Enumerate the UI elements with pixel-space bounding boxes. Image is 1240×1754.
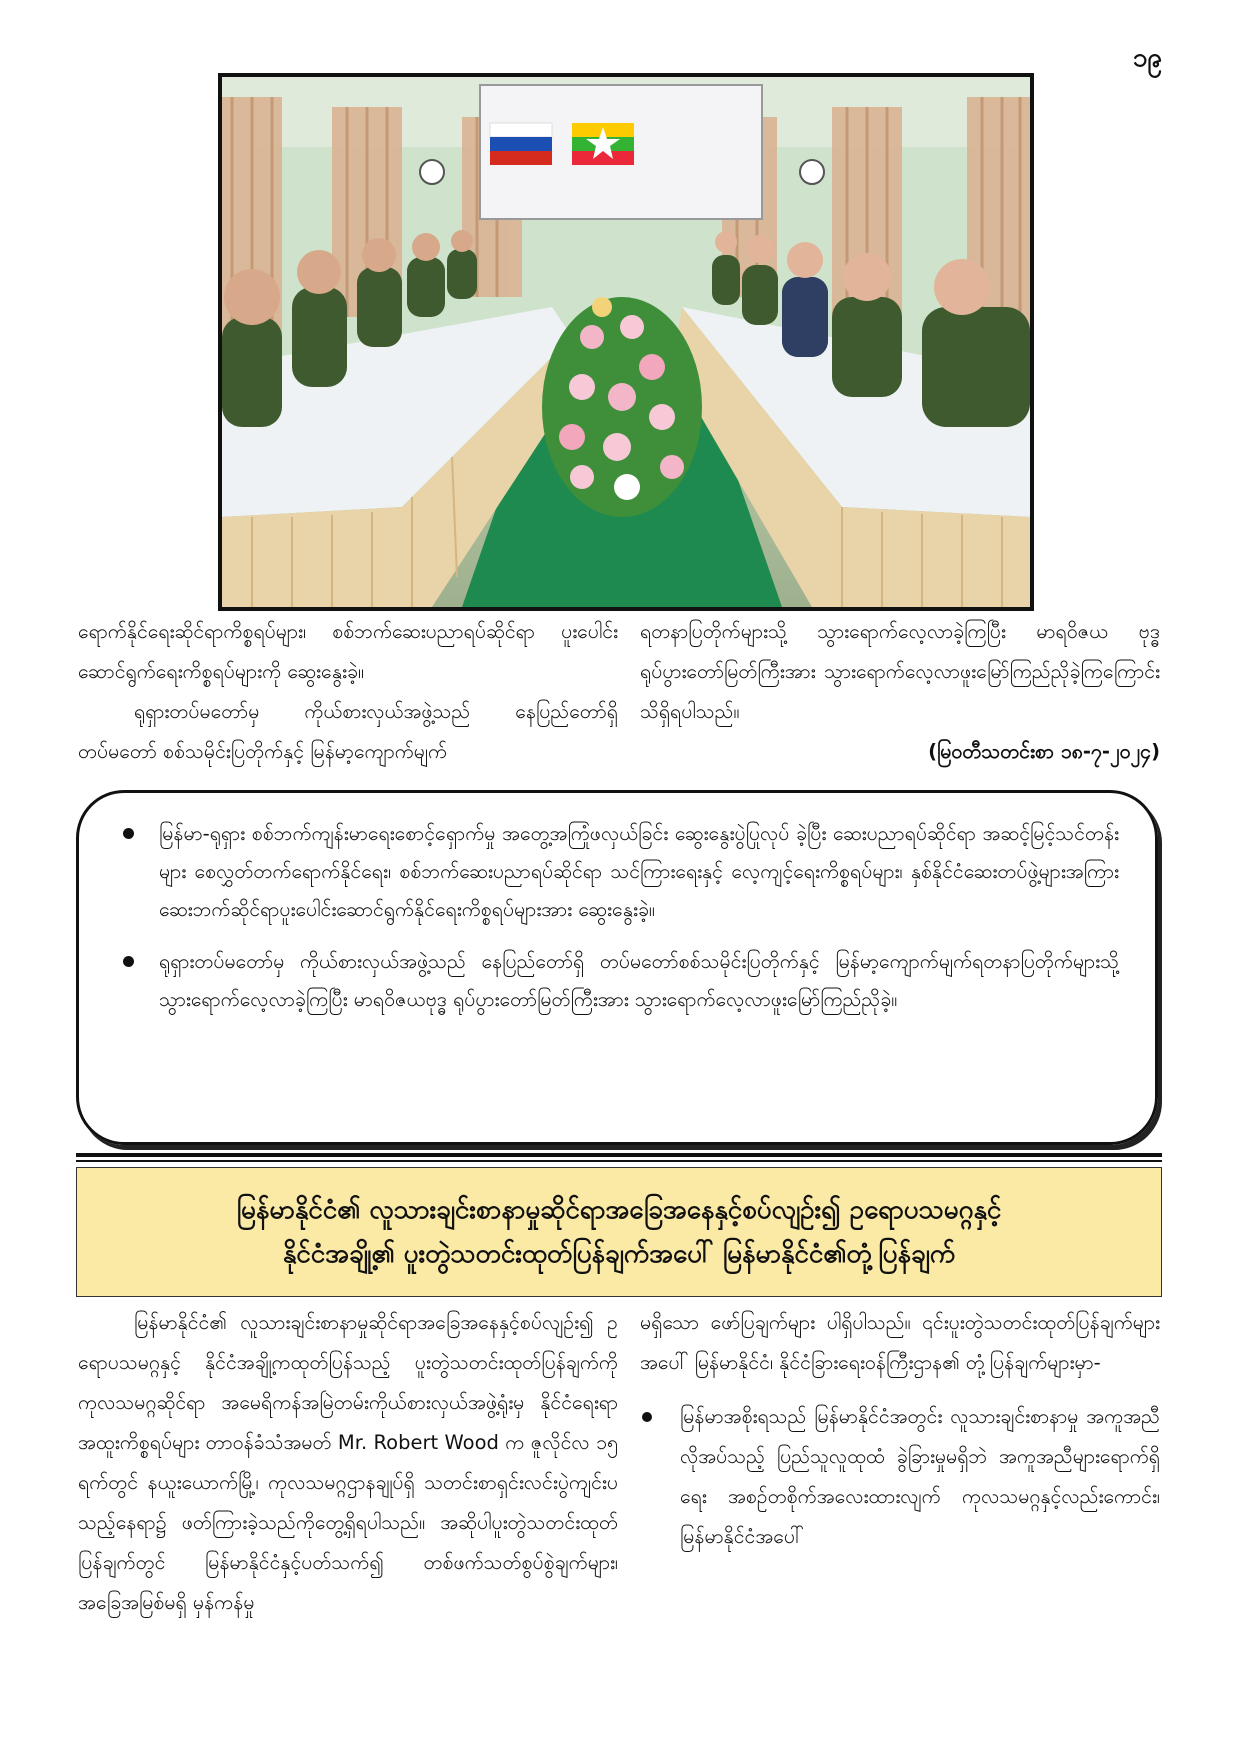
bullet-icon bbox=[123, 828, 134, 839]
top-article-left-paragraph-1: ရောက်နိုင်ရေးဆိုင်ရာကိစ္စရပ်များ၊ စစ်ဘက်ဆေးပညာရပ်ဆိုင်ရာ ပူးပေါင်းဆောင်ရွက်ရေးကိစ္စရပ်များကို ဆွေးနွေးခဲ့။ bbox=[78, 620, 618, 683]
source-citation: (မြဝတီသတင်းစာ ၁၈-၇-၂၀၂၄) bbox=[928, 740, 1160, 763]
summary-item bbox=[119, 943, 1119, 1019]
meeting-photo bbox=[218, 73, 1034, 611]
summary-item-text: ရုရှားတပ်မတော်မှ ကိုယ်စားလှယ်အဖွဲ့သည် နေပြည်တော်ရှိ တပ်မတော်စစ်သမိုင်းပြတိုက်နှင့် မြန်မာ့ကျောက်မျက်ရတနာပြတိုက်များသို့ သွားရောက်လေ့လာခဲ့ကြပြီး မာရဝိဇယဗုဒ္ဓ ရုပ်ပွားတော်မြတ်ကြီးအား သွားရောက်လေ့လာဖူးမြော်ကြည်ညိုခဲ့။ bbox=[159, 950, 1119, 1011]
top-article-left-paragraph-2: ရုရှားတပ်မတော်မှ ကိုယ်စားလှယ်အဖွဲ့သည် နေပြည်တော်ရှိ တပ်မတော် စစ်သမိုင်းပြတိုက်နှင့် မြန်မာ့ကျောက်မျက် bbox=[78, 700, 618, 763]
response-item-text: မြန်မာအစိုးရသည် မြန်မာနိုင်ငံအတွင်း လူသားချင်းစာနာမှု အကူအညီလိုအပ်သည့် ပြည်သူလူထုထံ ခွဲခြားမှုမရှိဘဲ အကူအညီများရောက်ရှိရေး အစဉ်တစိုက်အလေးထားလျက် ကုလသမဂ္ဂနှင့်လည်းကောင်း၊ မြန်မာနိုင်ငံအပေါ် bbox=[680, 1405, 1160, 1548]
summary-list bbox=[119, 815, 1119, 1019]
bullet-icon bbox=[123, 956, 134, 967]
section-divider-thin bbox=[76, 1160, 1162, 1162]
top-article-right-paragraph: ရတနာပြတိုက်များသို့ သွားရောက်လေ့လာခဲ့ကြပြီး မာရဝိဇယ ဗုဒ္ဓရုပ်ပွားတော်မြတ်ကြီးအား သွားရောက်လေ့လာဖူးမြော်ကြည်ညိုခဲ့ကြကြောင်း သိရှိရပါသည်။ bbox=[640, 620, 1160, 723]
top-article-right-column bbox=[640, 612, 1160, 772]
response-item bbox=[640, 1397, 1160, 1557]
article-headline bbox=[76, 1167, 1162, 1297]
meeting-photo-illustration bbox=[222, 77, 1030, 607]
page-number: ၁၉ bbox=[1132, 43, 1162, 73]
bottom-article-left-paragraph: မြန်မာနိုင်ငံ၏ လူသားချင်းစာနာမှုဆိုင်ရာအခြေအနေနှင့်စပ်လျဉ်း၍ ဥရောပသမဂ္ဂနှင့် နိုင်ငံအချို့ကထုတ်ပြန်သည့် ပူးတွဲသတင်းထုတ်ပြန်ချက်ကို ကုလသမဂ္ဂဆိုင်ရာ အမေရိကန်အမြဲတမ်းကိုယ်စားလှယ်အဖွဲ့ရုံးမှ နိုင်ငံရေးရာအထူးကိစ္စရပ်များ တာဝန်ခံသံအမတ် Mr. Robert Wood က ဇူလိုင်လ ၁၅ ရက်တွင် နယူးယောက်မြို့၊ ကုလသမဂ္ဂဌာနချုပ်ရှိ သတင်းစာရှင်းလင်းပွဲကျင်းပသည့်နေရာ၌ ဖတ်ကြားခဲ့သည်ကိုတွေ့ရှိရပါသည်။ အဆိုပါပူးတွဲသတင်းထုတ်ပြန်ချက်တွင် မြန်မာနိုင်ငံနှင့်ပတ်သက်၍ တစ်ဖက်သတ်စွပ်စွဲချက်များ၊ အခြေအမြစ်မရှိ မှန်ကန်မှု bbox=[78, 1311, 618, 1614]
summary-item bbox=[119, 815, 1119, 929]
section-divider-thick bbox=[76, 1153, 1162, 1157]
headline-line-2: နိုင်ငံအချို့၏ ပူးတွဲသတင်းထုတ်ပြန်ချက်အပေါ် မြန်မာနိုင်ငံ၏တုံ့ပြန်ချက် bbox=[282, 1239, 956, 1269]
summary-box bbox=[76, 790, 1158, 1145]
bullet-icon bbox=[642, 1412, 652, 1422]
bottom-article-right-column bbox=[640, 1303, 1160, 1557]
bottom-article-left-column bbox=[78, 1303, 618, 1623]
top-article-left-column bbox=[78, 612, 618, 772]
summary-item-text: မြန်မာ-ရုရှား စစ်ဘက်ကျန်းမာရေးစောင့်ရှောက်မှု အတွေ့အကြုံဖလှယ်ခြင်း ဆွေးနွေးပွဲပြုလုပ် ခဲ့ပြီး ဆေးပညာရပ်ဆိုင်ရာ အဆင့်မြင့်သင်တန်းများ စေလွှတ်တက်ရောက်နိုင်ရေး၊ စစ်ဘက်ဆေးပညာရပ်ဆိုင်ရာ သင်ကြားရေးနှင့် လေ့ကျင့်ရေးကိစ္စရပ်များ၊ နှစ်နိုင်ငံဆေးတပ်ဖွဲ့များအကြား ဆေးဘက်ဆိုင်ရာပူးပေါင်းဆောင်ရွက်နိုင်ရေးကိစ္စရပ်များအား ဆွေးနွေးခဲ့။ bbox=[159, 822, 1119, 921]
response-list bbox=[640, 1397, 1160, 1557]
headline-line-1: မြန်မာနိုင်ငံ၏ လူသားချင်းစာနာမှုဆိုင်ရာအခြေအနေနှင့်စပ်လျဉ်း၍ ဥရောပသမဂ္ဂနှင့် bbox=[236, 1195, 1002, 1225]
bottom-article-right-paragraph: မရှိသော ဖော်ပြချက်များ ပါရှိပါသည်။ ၎င်းပူးတွဲသတင်းထုတ်ပြန်ချက်များအပေါ် မြန်မာနိုင်ငံ၊ နိုင်ငံခြားရေးဝန်ကြီးဌာန၏ တုံ့ပြန်ချက်များမှာ- bbox=[640, 1311, 1160, 1374]
